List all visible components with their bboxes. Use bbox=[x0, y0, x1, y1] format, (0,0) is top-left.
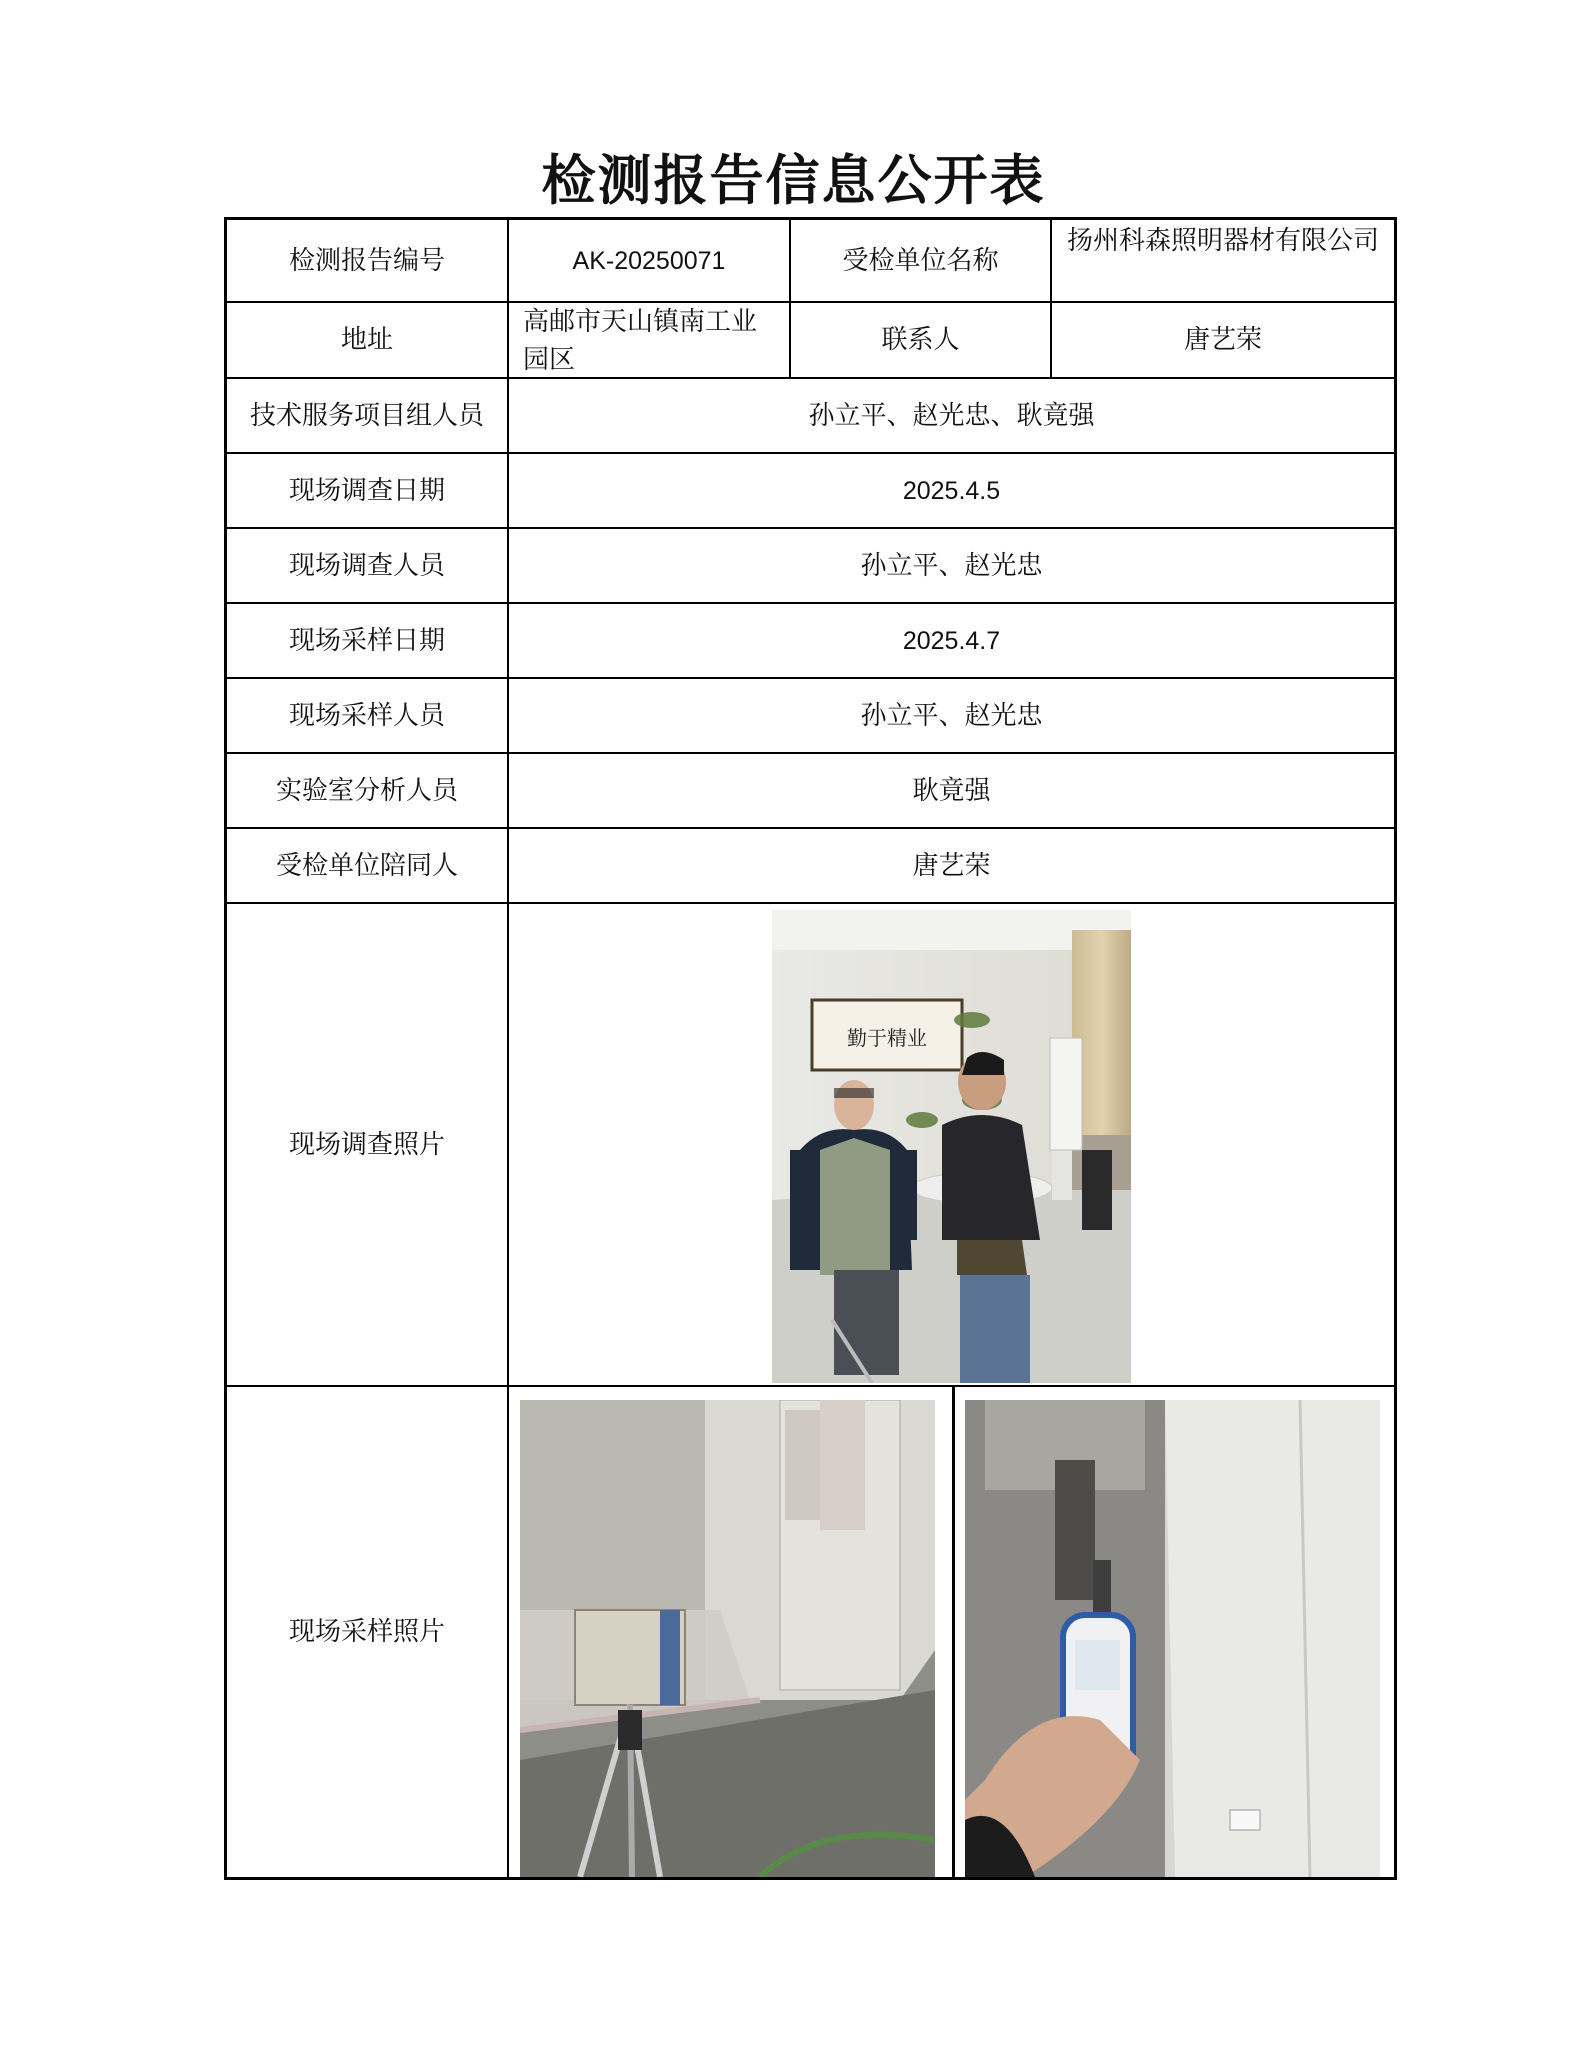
team-label: 技术服务项目组人员 bbox=[249, 400, 484, 431]
report-info-table bbox=[224, 217, 1397, 1880]
page-title: 检测报告信息公开表 bbox=[541, 149, 1046, 212]
sampling-staff-value: 孙立平、赵光忠 bbox=[860, 700, 1043, 731]
sampling-photo-label: 现场采样照片 bbox=[288, 1617, 445, 1647]
address-value: 高邮市天山镇南工业园区 bbox=[523, 307, 758, 375]
sampling-photo-left-graphic bbox=[520, 1400, 935, 1877]
survey-photo-graphic bbox=[772, 910, 1131, 1383]
escort-label: 受检单位陪同人 bbox=[275, 850, 458, 881]
survey-staff-value: 孙立平、赵光忠 bbox=[860, 550, 1043, 581]
contact-label: 联系人 bbox=[881, 325, 960, 355]
company-label: 受检单位名称 bbox=[842, 245, 999, 276]
sampling-photo-right-graphic bbox=[965, 1400, 1380, 1877]
escort-value: 唐艺荣 bbox=[912, 850, 991, 881]
survey-date-value: 2025.4.5 bbox=[902, 476, 1001, 505]
survey-photo-label: 现场调查照片 bbox=[288, 1129, 445, 1160]
report-no-value: AK-20250071 bbox=[572, 246, 726, 275]
calligraphy-text: 勤于精业 bbox=[847, 1026, 927, 1050]
survey-staff-label: 现场调查人员 bbox=[288, 550, 445, 581]
lab-staff-value: 耿竟强 bbox=[912, 775, 991, 806]
survey-photo bbox=[772, 910, 1131, 1383]
address-label: 地址 bbox=[340, 325, 393, 355]
sampling-photo-right bbox=[965, 1400, 1380, 1877]
sampling-photo-left bbox=[520, 1400, 935, 1877]
sampling-date-value: 2025.4.7 bbox=[902, 626, 1001, 655]
survey-date-label: 现场调查日期 bbox=[288, 475, 445, 506]
contact-value: 唐艺荣 bbox=[1183, 325, 1262, 355]
company-value: 扬州科森照明器材有限公司 bbox=[1066, 226, 1379, 256]
report-no-label: 检测报告编号 bbox=[288, 245, 445, 276]
sampling-date-label: 现场采样日期 bbox=[288, 625, 445, 656]
team-value: 孙立平、赵光忠、耿竟强 bbox=[808, 400, 1095, 431]
sampling-staff-label: 现场采样人员 bbox=[288, 700, 445, 731]
lab-staff-label: 实验室分析人员 bbox=[275, 775, 458, 806]
